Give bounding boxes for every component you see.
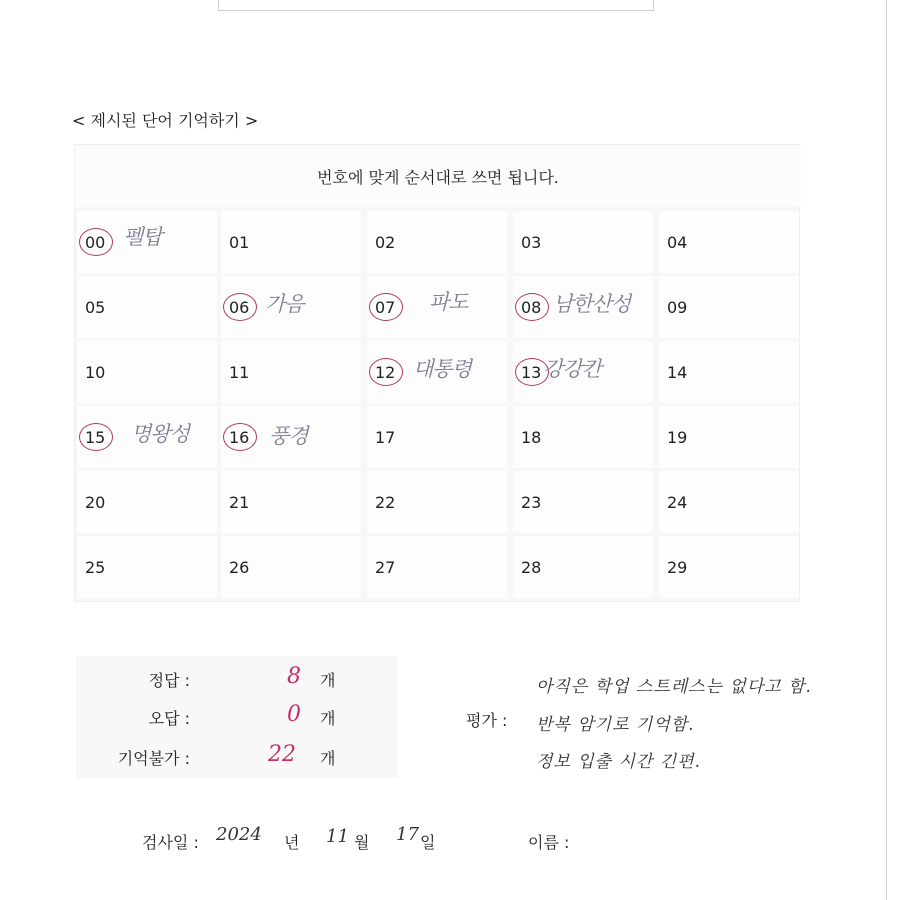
score-table xyxy=(76,656,398,778)
cell-number: 14 xyxy=(667,363,688,382)
cell-number: 25 xyxy=(85,558,106,577)
grid-cell xyxy=(77,341,217,403)
section-title: < 제시된 단어 기억하기 > xyxy=(72,111,259,130)
cell-number: 03 xyxy=(521,233,542,252)
correct-value: 8 xyxy=(287,664,301,689)
grid-cell xyxy=(659,406,799,468)
grid-cell xyxy=(77,211,217,273)
cell-number: 19 xyxy=(667,428,688,447)
grid-cell xyxy=(659,536,799,598)
grid-cell xyxy=(367,341,507,403)
unknown-unit: 개 xyxy=(320,749,336,768)
unknown-label: 기억불가 : xyxy=(117,749,190,768)
handwritten-answer: 강강칸 xyxy=(543,357,601,381)
grid-cell xyxy=(659,341,799,403)
grid-cell xyxy=(221,406,361,468)
cell-number: 08 xyxy=(521,298,542,317)
cell-number: 16 xyxy=(229,428,250,447)
cell-number: 29 xyxy=(667,558,688,577)
grid-cell xyxy=(367,471,507,533)
handwritten-answer: 명왕성 xyxy=(131,422,189,446)
evaluation-line-2: 반복 암기로 기억함. xyxy=(536,715,695,735)
grid-cell xyxy=(367,536,507,598)
cell-number: 15 xyxy=(85,428,106,447)
cell-number: 26 xyxy=(229,558,250,577)
cell-number: 17 xyxy=(375,428,396,447)
cell-number: 10 xyxy=(85,363,106,382)
cell-number: 01 xyxy=(229,233,250,252)
date-month: 11 xyxy=(326,826,349,847)
handwritten-answer: 펠탑 xyxy=(123,225,162,249)
cell-number: 23 xyxy=(521,493,542,512)
cell-number: 04 xyxy=(667,233,688,252)
grid-cell xyxy=(659,471,799,533)
cell-number: 12 xyxy=(375,363,396,382)
grid-cell xyxy=(659,276,799,338)
cell-number: 02 xyxy=(375,233,396,252)
correct-mark-circle xyxy=(515,293,549,321)
correct-label: 정답 : xyxy=(148,671,190,690)
grid-cell xyxy=(221,536,361,598)
evaluation-line-3: 정보 입출 시간 긴편. xyxy=(536,752,701,772)
cell-number: 22 xyxy=(375,493,396,512)
cell-number: 24 xyxy=(667,493,688,512)
cell-number: 11 xyxy=(229,363,250,382)
grid-cell xyxy=(77,276,217,338)
grid-cell xyxy=(77,536,217,598)
correct-mark-circle xyxy=(223,293,257,321)
cell-number: 05 xyxy=(85,298,106,317)
grid-cell xyxy=(513,341,653,403)
date-month-unit: 월 xyxy=(354,833,370,852)
handwritten-answer: 풍경 xyxy=(269,424,308,448)
top-box xyxy=(218,0,654,11)
grid-cell xyxy=(513,276,653,338)
date-year-unit: 년 xyxy=(284,833,300,852)
correct-mark-circle xyxy=(369,358,403,386)
cell-number: 21 xyxy=(229,493,250,512)
grid-cell xyxy=(513,406,653,468)
word-grid xyxy=(74,144,800,602)
date-label: 검사일 : xyxy=(142,833,199,852)
grid-cell xyxy=(77,406,217,468)
cell-number: 07 xyxy=(375,298,396,317)
date-year: 2024 xyxy=(216,824,262,845)
correct-mark-circle xyxy=(79,228,113,256)
cell-number: 18 xyxy=(521,428,542,447)
cell-number: 20 xyxy=(85,493,106,512)
cell-number: 00 xyxy=(85,233,106,252)
wrong-unit: 개 xyxy=(320,709,336,728)
instruction-text: 번호에 맞게 순서대로 쓰면 됩니다. xyxy=(75,145,801,207)
cell-number: 27 xyxy=(375,558,396,577)
date-day: 17 xyxy=(396,824,419,845)
handwritten-answer: 남한산성 xyxy=(553,292,631,316)
grid-cell xyxy=(659,211,799,273)
wrong-value: 0 xyxy=(287,702,301,727)
evaluation-line-1: 아직은 학업 스트레스는 없다고 함. xyxy=(536,677,812,697)
grid-cell xyxy=(221,276,361,338)
grid-cell xyxy=(221,341,361,403)
grid-cell xyxy=(513,211,653,273)
handwritten-answer: 대통령 xyxy=(413,357,471,381)
cell-number: 06 xyxy=(229,298,250,317)
wrong-label: 오답 : xyxy=(148,709,190,728)
handwritten-answer: 가음 xyxy=(265,292,304,316)
handwritten-answer: 파도 xyxy=(429,290,468,314)
grid-cell xyxy=(513,536,653,598)
unknown-value: 22 xyxy=(268,742,296,767)
date-day-unit: 일 xyxy=(420,833,436,852)
grid-cell xyxy=(221,471,361,533)
cell-number: 09 xyxy=(667,298,688,317)
correct-unit: 개 xyxy=(320,671,336,690)
grid-cell xyxy=(367,406,507,468)
cell-number: 13 xyxy=(521,363,542,382)
grid-cell xyxy=(77,471,217,533)
name-label: 이름 : xyxy=(528,833,570,852)
grid-cell xyxy=(221,211,361,273)
cell-number: 28 xyxy=(521,558,542,577)
correct-mark-circle xyxy=(79,423,113,451)
grid-cell xyxy=(513,471,653,533)
grid-cell xyxy=(367,211,507,273)
correct-mark-circle xyxy=(369,293,403,321)
correct-mark-circle xyxy=(223,423,257,451)
page-edge-right xyxy=(886,0,887,900)
evaluation-label: 평가 : xyxy=(466,711,508,730)
grid-cell xyxy=(367,276,507,338)
